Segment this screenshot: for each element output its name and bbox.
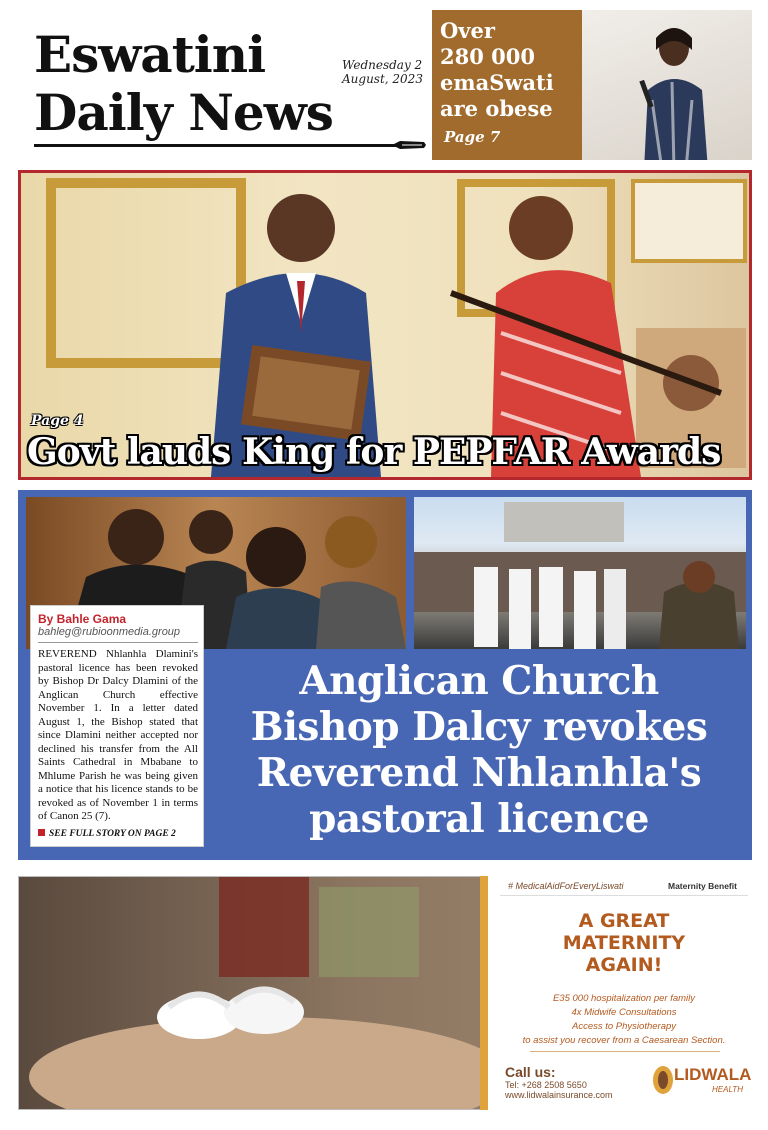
story-photo-right [414,497,746,649]
pen-icon [392,140,426,150]
advert-call-label: Call us: [505,1064,556,1080]
teaser-headline [440,18,554,122]
advert-logo-subtext: HEALTH [712,1085,743,1094]
byline-email[interactable]: bahleg@rubioonmedia.group [38,626,181,638]
advert-website[interactable]: www.lidwalainsurance.com [505,1090,613,1100]
advert-benefit-item: 4x Midwife Consultations [571,1007,677,1018]
advert-logo-text: LIDWALA [674,1065,752,1084]
story-headline [206,658,752,842]
teaser-line: emaSwati [440,70,554,95]
masthead-title-line2: Daily News [34,83,333,142]
advert-headline [500,910,748,976]
advert-benefit-item: to assist you recover from a Caesarean Section. [522,1035,726,1046]
lead-headline: Govt lauds King for PEPFAR Awards [27,431,721,473]
advert-benefit-label: Maternity Benefit [668,881,737,891]
story-headline-line: Anglican Church [299,658,659,704]
masthead-title-line1: Eswatini [34,25,266,84]
byline-author: By Bahle Gama [38,612,127,626]
issue-date-line1: Wednesday 2 [342,58,423,72]
teaser-line: 280 000 [440,44,535,69]
lead-page-ref: Page 4 [31,413,84,429]
advert-headline-line: A GREAT [578,910,670,932]
teaser-page-ref: Page 7 [444,128,501,146]
masthead-rule [34,144,424,147]
teaser-obesity[interactable] [432,10,752,160]
advert-hashtag: # MedicalAidForEveryLiswati [508,881,624,891]
issue-date [342,58,423,86]
speaker-illustration [622,20,722,160]
story-body: REVEREND Nhlanhla Dlamini's pastoral licence has been revoked by Bishop Dr Dalcy Dlamini of the Anglican Church effective November 1. In a letter dated August 1, the Bishop stated that since Dlamini neither accepted nor declined his transfer from the All Saints Cathedral in Mbabane to Mhlume Parish he was being given a notice that his licence stands to be revoked as of November 1 in terms of Canon 25 (7). [38,648,198,822]
see-full-story-link[interactable] [38,829,176,839]
story-headline-line: pastoral licence [309,796,649,842]
teaser-line: Over [440,18,495,43]
lead-photo[interactable] [18,170,752,480]
advert-headline-line: AGAIN! [585,954,663,976]
see-full-story-label: SEE FULL STORY ON PAGE 2 [49,829,176,839]
story-photo-right-illustration [414,497,746,649]
story-headline-line: Reverend Nhlanhla's [256,750,702,796]
advert-top-rule [500,895,748,896]
advert-headline-line: MATERNITY [562,932,686,954]
byline-divider [38,642,198,643]
story-headline-line: Bishop Dalcy revokes [250,704,708,750]
bullet-square-icon [38,829,45,836]
baby-shoes-illustration [19,877,489,1110]
teaser-line: are obese [440,96,553,121]
advert-phone[interactable]: Tel: +268 2508 5650 [505,1080,587,1090]
advert-benefit-item: Access to Physiotherapy [571,1021,677,1032]
advert-divider [530,1051,720,1052]
advert-benefit-item: E35 000 hospitalization per family [552,993,696,1004]
issue-date-line2: August, 2023 [342,72,423,86]
advert-benefits-list [500,992,748,1048]
